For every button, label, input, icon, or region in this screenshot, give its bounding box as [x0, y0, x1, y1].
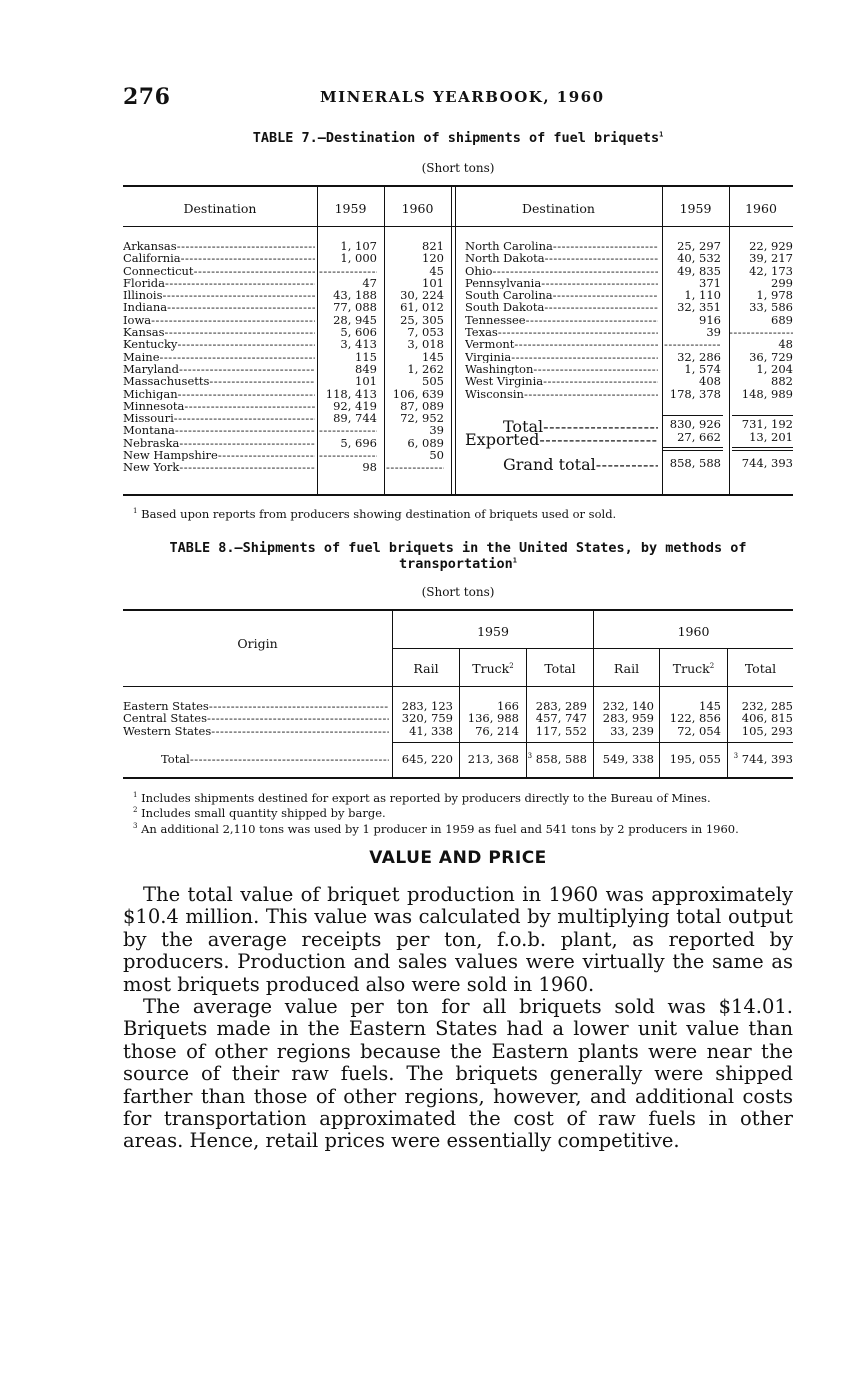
- table8-top-rule: [123, 609, 793, 611]
- table7-grand-total-row: [503, 455, 658, 474]
- cell-total60: 105, 293: [741, 723, 793, 738]
- table7-exported-1959: 27, 662: [677, 430, 721, 444]
- value-1960: 120: [422, 251, 444, 266]
- table8-caption-line2: transportation: [398, 556, 513, 572]
- footnote-mark: 1: [133, 507, 138, 515]
- table-row: [465, 375, 793, 387]
- destination-name: Connecticut: [123, 264, 194, 277]
- row-label: [123, 265, 315, 277]
- destination-name: California: [123, 252, 181, 265]
- table7-caption-text: TABLE 7.—Destination of shipments of fuel briquets: [252, 130, 660, 146]
- row-label: [465, 289, 658, 301]
- table-row: [123, 461, 451, 473]
- footnote-mark: 2: [133, 806, 138, 815]
- table-row: [123, 363, 451, 375]
- value-1960: 821: [422, 239, 444, 253]
- table-row: [465, 388, 793, 400]
- value-1960: 36, 729: [749, 349, 793, 364]
- page-number: 276: [123, 84, 171, 110]
- table-row: [465, 289, 793, 301]
- table8-total-truck59: 213, 368: [467, 752, 519, 766]
- cell-rail59: 320, 759: [401, 711, 453, 726]
- destination-name: Iowa: [123, 313, 152, 327]
- truck-label: Truck: [672, 661, 710, 676]
- destination-name: Minnesota: [123, 399, 185, 413]
- row-label: [123, 301, 315, 313]
- footnote-mark: 1: [133, 791, 138, 799]
- row-label: [123, 240, 315, 252]
- value-1960: 3, 018: [407, 337, 444, 352]
- value-1959: 849: [355, 361, 377, 376]
- value-1959: 5, 696: [340, 435, 377, 450]
- value-1959: 77, 088: [333, 300, 377, 315]
- table8-header-total: Total: [744, 661, 777, 676]
- running-title: MINERALS YEARBOOK, 1960: [320, 88, 605, 106]
- table7-bottom-rule: [123, 494, 793, 496]
- destination-name: Washington: [465, 362, 534, 376]
- value-1959: 5, 606: [340, 325, 377, 340]
- value-1959: 39: [706, 325, 721, 340]
- table8-unit: (Short tons): [421, 585, 495, 599]
- table-row: [123, 412, 451, 424]
- value-1959: 32, 351: [677, 300, 721, 315]
- value-1960: 61, 012: [400, 300, 444, 315]
- destination-name: Tennessee: [465, 313, 526, 327]
- truck-label: Truck: [472, 661, 510, 676]
- table-row: [123, 424, 451, 436]
- value-1960: 106, 639: [392, 386, 444, 401]
- value-1960: 101: [422, 275, 444, 290]
- table8-header-truck: [660, 661, 727, 676]
- destination-name: South Dakota: [465, 301, 545, 314]
- value-1959: 47: [362, 275, 377, 290]
- value-1959: 25, 297: [677, 239, 721, 253]
- cell-rail60: 283, 959: [602, 711, 654, 726]
- table-row: [123, 449, 451, 461]
- table-row: [123, 712, 793, 724]
- destination-name: Ohio: [465, 264, 493, 277]
- table7-footnote: [133, 505, 616, 520]
- table7-header-1960: 1960: [745, 201, 777, 216]
- table7-sum-rule: [662, 450, 723, 451]
- table-row: [123, 252, 451, 264]
- row-label: [465, 338, 658, 350]
- cell-total60: 406, 815: [741, 711, 793, 726]
- value-1959: 916: [699, 312, 721, 327]
- section-heading: VALUE AND PRICE: [369, 848, 547, 868]
- value-1960: 148, 989: [741, 386, 793, 401]
- truck-note: 2: [509, 661, 514, 670]
- table-row: [123, 240, 451, 252]
- row-label: [465, 314, 658, 326]
- table-row: [465, 265, 793, 277]
- value-1960: 30, 224: [400, 288, 444, 303]
- table7-left-body: [123, 240, 451, 474]
- value-1960: 22, 929: [749, 239, 793, 253]
- table8-header-1960: 1960: [677, 624, 710, 639]
- value-1959: 1, 000: [340, 251, 377, 266]
- table-row: [123, 437, 451, 449]
- destination-name: Pennsylvania: [465, 276, 542, 290]
- table7-unit: (Short tons): [421, 161, 495, 175]
- table8-total-note: 3: [527, 752, 533, 761]
- table7-sum-rule: [732, 415, 793, 416]
- row-label: [123, 252, 315, 264]
- table7-total-label: Total: [503, 417, 544, 436]
- value-1959: 101: [355, 374, 377, 389]
- destination-name: Arkansas: [123, 240, 177, 253]
- table7-exported-row: [465, 430, 658, 449]
- row-label: [465, 351, 658, 363]
- value-1960: 299: [771, 275, 793, 290]
- value-1960: [386, 461, 444, 473]
- table8-header-rail: Rail: [413, 661, 439, 676]
- table-row: [465, 351, 793, 363]
- value-1960: 39: [429, 423, 444, 438]
- row-label: [465, 265, 658, 277]
- table8-caption: [123, 540, 793, 572]
- table8-header-rule: [123, 686, 793, 687]
- row-label: [123, 400, 315, 412]
- value-1960: 505: [422, 374, 444, 389]
- row-label: [465, 326, 658, 338]
- table7-grand-total-label: Grand total: [503, 455, 596, 474]
- destination-name: Maine: [123, 350, 160, 363]
- value-1959: 371: [699, 275, 721, 290]
- origin-label: [123, 700, 389, 712]
- table7-grand-total-1959: 858, 588: [669, 456, 721, 470]
- destination-name: Maryland: [123, 362, 179, 376]
- cell-total60: 232, 285: [741, 699, 793, 713]
- table7-header-1959: 1959: [679, 201, 712, 216]
- value-1960: 42, 173: [749, 263, 793, 278]
- value-1959: 40, 532: [677, 251, 721, 266]
- value-1959: 408: [699, 374, 721, 389]
- value-1959: 32, 286: [677, 349, 721, 364]
- destination-name: Massachusetts: [123, 375, 210, 388]
- table8-total-note: 3: [733, 752, 739, 761]
- table7-caption-note: 1: [659, 130, 664, 139]
- row-label: [123, 449, 315, 461]
- row-label: [123, 363, 315, 375]
- value-1960: 882: [771, 374, 793, 389]
- row-label: [123, 326, 315, 338]
- cell-rail59: 41, 338: [409, 723, 453, 738]
- table7-caption: [123, 130, 793, 146]
- table7-grand-total-1960: 744, 393: [741, 456, 793, 470]
- cell-truck60: 122, 856: [669, 711, 721, 726]
- destination-name: Montana: [123, 424, 175, 437]
- table7-total-1960: 731, 192: [741, 417, 793, 431]
- cell-rail60: 33, 239: [610, 723, 654, 738]
- destination-name: Virginia: [465, 350, 512, 363]
- row-label: [465, 252, 658, 264]
- row-label: [465, 301, 658, 313]
- value-1959: 92, 419: [333, 398, 377, 413]
- footnote-mark: 3: [133, 821, 138, 830]
- value-1960: 72, 952: [400, 411, 444, 426]
- cell-truck59: 136, 988: [467, 711, 519, 726]
- table8-header-origin: Origin: [237, 636, 278, 651]
- row-label: [123, 277, 315, 289]
- value-1959: 98: [362, 460, 377, 475]
- table-row: [123, 265, 451, 277]
- table7-top-rule: [123, 185, 793, 187]
- destination-name: South Carolina: [465, 289, 553, 302]
- table-row: [465, 277, 793, 289]
- value-1959: 1, 107: [340, 239, 377, 253]
- table7-sum-rule: [732, 450, 793, 451]
- table-row: [465, 326, 793, 338]
- value-1960: 7, 053: [407, 325, 444, 340]
- value-1960: 145: [422, 349, 444, 364]
- cell-truck59: 166: [497, 699, 519, 713]
- origin-label: [123, 725, 389, 737]
- table8-total-rail60: 549, 338: [602, 752, 654, 766]
- table7-right-body: [465, 240, 793, 400]
- cell-truck59: 76, 214: [475, 723, 519, 738]
- origin-name: Western States: [123, 724, 212, 737]
- value-1959: 28, 945: [333, 312, 377, 327]
- table7-header-destination: Destination: [522, 201, 595, 216]
- table8-header-1959: 1959: [477, 624, 509, 639]
- table7-header-1959: 1959: [334, 201, 367, 216]
- table8-total-total59: 858, 588: [535, 752, 587, 766]
- row-label: [123, 437, 315, 449]
- footnote-text: An additional 2,110 tons was used by 1 producer in 1959 as fuel and 541 tons by 2 producers in 1960.: [137, 821, 739, 836]
- footnote-text: Includes small quantity shipped by barge.: [137, 806, 386, 821]
- cell-rail59: 283, 123: [401, 699, 453, 713]
- table-row: [123, 725, 793, 737]
- row-label: [123, 289, 315, 301]
- value-1960: 25, 305: [400, 312, 444, 327]
- destination-name: Missouri: [123, 412, 174, 425]
- table-row: [123, 326, 451, 338]
- table8-body: [123, 700, 793, 737]
- row-label: [465, 363, 658, 375]
- value-1959: [664, 338, 721, 350]
- table7-divider: [451, 187, 452, 494]
- table7-header-rule: [123, 226, 793, 227]
- table-row: [123, 388, 451, 400]
- table-row: [465, 363, 793, 375]
- cell-total59: 283, 289: [535, 699, 587, 713]
- table8-total-truck60: 195, 055: [669, 752, 721, 766]
- value-1959: 43, 188: [333, 288, 377, 303]
- destination-name: New York: [123, 461, 180, 474]
- table-row: [123, 301, 451, 313]
- table-row: [465, 252, 793, 264]
- footnote: [133, 820, 793, 835]
- row-label: [465, 388, 658, 400]
- table8-caption-line1: TABLE 8.—Shipments of fuel briquets in the United States, by methods of: [169, 540, 747, 556]
- destination-name: Wisconsin: [465, 387, 524, 400]
- value-1960: 33, 586: [749, 300, 793, 315]
- row-label: [465, 375, 658, 387]
- row-label: [465, 240, 658, 252]
- table-row: [123, 314, 451, 326]
- destination-name: Michigan: [123, 387, 178, 400]
- table7-divider: [455, 187, 456, 494]
- value-1959: [319, 424, 377, 436]
- destination-name: North Dakota: [465, 252, 545, 265]
- destination-name: Vermont: [465, 338, 515, 351]
- destination-name: North Carolina: [465, 240, 553, 253]
- value-1960: 45: [429, 263, 444, 278]
- value-1960: 50: [429, 448, 444, 463]
- table8-caption-note: 1: [512, 556, 517, 565]
- row-label: [465, 277, 658, 289]
- footnote-text: Based upon reports from producers showing destination of briquets used or sold.: [141, 506, 617, 521]
- destination-name: Florida: [123, 276, 165, 290]
- table8-header-truck: [460, 661, 526, 676]
- value-1959: 115: [355, 349, 377, 364]
- footnote: [133, 804, 793, 819]
- table7-exported-label: Exported: [465, 430, 540, 449]
- section-body: [123, 884, 793, 1153]
- table7-sum-rule: [662, 415, 723, 416]
- value-1960: 1, 204: [756, 361, 793, 376]
- row-label: [123, 314, 315, 326]
- table-row: [123, 351, 451, 363]
- value-1959: 178, 378: [669, 386, 721, 401]
- table7-header-1960: 1960: [401, 201, 434, 216]
- cell-rail60: 232, 140: [602, 699, 654, 713]
- table7-sum-rule: [732, 447, 793, 448]
- table8-total-label: Total: [161, 752, 190, 766]
- origin-label: [123, 712, 389, 724]
- row-label: [123, 388, 315, 400]
- truck-note: 2: [709, 661, 715, 670]
- table-row: [465, 301, 793, 313]
- origin-name: Eastern States: [123, 700, 209, 713]
- destination-name: Kansas: [123, 326, 165, 339]
- row-label: [123, 375, 315, 387]
- table7-exported-1960: 13, 201: [749, 430, 793, 444]
- value-1959: 1, 110: [684, 288, 721, 303]
- value-1959: 3, 413: [340, 337, 377, 352]
- table8-total-rail59: 645, 220: [401, 752, 453, 766]
- row-label: [123, 424, 315, 436]
- table-row: [123, 375, 451, 387]
- value-1960: 689: [771, 312, 793, 327]
- destination-name: West Virginia: [465, 375, 544, 388]
- table8-header-total: Total: [544, 661, 576, 676]
- table8-header-rail: Rail: [613, 661, 640, 676]
- table8-total-total60: 744, 393: [741, 752, 793, 766]
- value-1960: 48: [778, 337, 793, 352]
- row-label: [123, 338, 315, 350]
- value-1960: 6, 089: [407, 435, 444, 450]
- destination-name: Indiana: [123, 301, 168, 314]
- destination-name: Texas: [465, 326, 498, 339]
- footnote-text: Includes shipments destined for export as reported by producers directly to the Bureau of Mines.: [137, 790, 711, 805]
- table7-header-destination: Destination: [183, 201, 257, 216]
- paragraph: The total value of briquet production in 1960 was approximately $10.4 million. This value was calculated by multiplying total output by the average receipts per ton, f.o.b. plant, as reported by producers. Production and sales values were virtually the same as most briquets produced also were sold in 1960.: [123, 883, 793, 996]
- value-1960: 1, 978: [756, 288, 793, 303]
- value-1959: 1, 574: [684, 361, 721, 376]
- destination-name: Nebraska: [123, 436, 180, 450]
- value-1960: 1, 262: [407, 361, 444, 376]
- value-1959: 118, 413: [325, 386, 377, 401]
- table-row: [123, 338, 451, 350]
- table7-sum-rule: [662, 447, 723, 448]
- table7-total-1959: 830, 926: [669, 417, 721, 431]
- cell-truck60: 145: [699, 699, 721, 713]
- row-label: [123, 461, 315, 473]
- paragraph: The average value per ton for all briquets sold was $14.01. Briquets made in the Eastern States had a lower unit value than those of other regions because the Eastern plants were near the source of their raw fuels. The briquets generally were shipped farther than those of other regions, however, and additional costs for transportation approximated the cost of raw fuels in other areas. Hence, retail prices were essentially competitive.: [123, 995, 793, 1153]
- table8-bottom-rule: [123, 777, 793, 779]
- cell-truck60: 72, 054: [677, 723, 721, 738]
- table8-footnotes: [133, 789, 793, 835]
- table-row: [465, 338, 793, 350]
- table-row: [465, 314, 793, 326]
- cell-total59: 117, 552: [535, 723, 587, 738]
- cell-total59: 457, 747: [535, 711, 587, 726]
- table-row: [465, 240, 793, 252]
- row-label: [123, 412, 315, 424]
- row-label: [123, 351, 315, 363]
- value-1960: 39, 217: [749, 251, 793, 266]
- destination-name: Kentucky: [123, 338, 178, 351]
- value-1960: 87, 089: [400, 398, 444, 413]
- value-1959: 49, 835: [677, 263, 721, 278]
- value-1959: 89, 744: [333, 411, 377, 426]
- destination-name: New Hampshire: [123, 449, 218, 462]
- footnote: [133, 789, 793, 804]
- origin-name: Central States: [123, 712, 208, 725]
- destination-name: Illinois: [123, 289, 163, 302]
